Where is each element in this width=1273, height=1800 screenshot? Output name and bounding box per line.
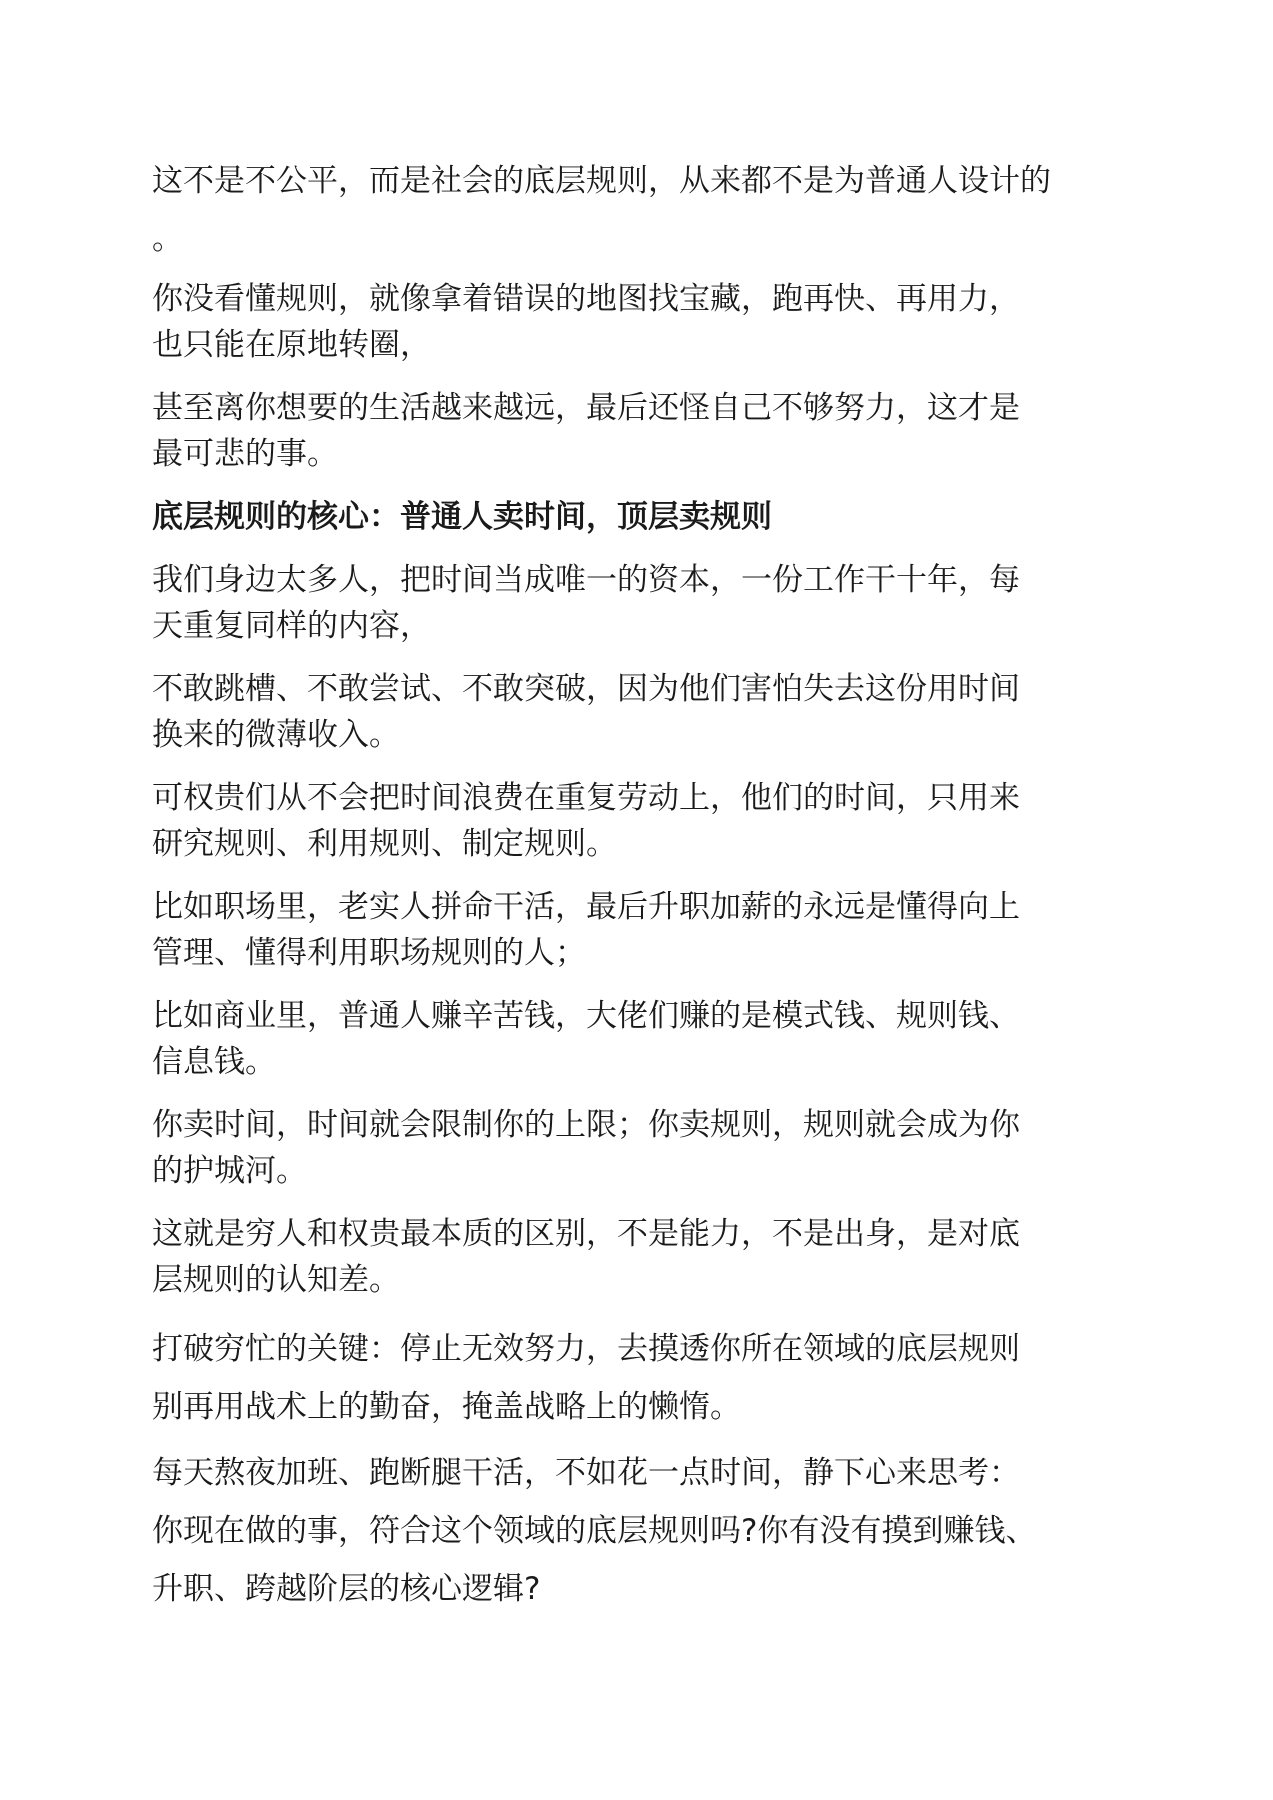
section-heading: 底层规则的核心：普通人卖时间，顶层卖规则 [152, 499, 772, 535]
text-line: 天重复同样的内容， [152, 608, 431, 644]
text-line: 每天熬夜加班、跑断腿干活，不如花一点时间，静下心来思考： [152, 1455, 1020, 1491]
text-line: 层规则的认知差。 [152, 1262, 400, 1298]
text-line: 别再用战术上的勤奋，掩盖战略上的懒惰。 [152, 1389, 741, 1425]
text-line: 你卖时间，时间就会限制你的上限；你卖规则，规则就会成为你 [152, 1107, 1020, 1143]
text-line: 这不是不公平，而是社会的底层规则，从来都不是为普通人设计的 [152, 163, 1051, 199]
paragraph-5 [152, 557, 1112, 649]
text-line: 这就是穷人和权贵最本质的区别，不是能力，不是出身，是对底 [152, 1216, 1020, 1252]
paragraph-11 [152, 1211, 1112, 1303]
text-line: 你现在做的事，符合这个领域的底层规则吗?你有没有摸到赚钱、 [152, 1513, 1037, 1549]
text-line: 比如职场里，老实人拼命干活，最后升职加薪的永远是懂得向上 [152, 889, 1020, 925]
text-line: 。 [152, 221, 183, 257]
text-line: 也只能在原地转圈， [152, 327, 431, 363]
text-line: 管理、懂得利用职场规则的人； [152, 935, 586, 971]
paragraph-10 [152, 1102, 1112, 1194]
text-line: 打破穷忙的关键：停止无效努力，去摸透你所在领域的底层规则 [152, 1331, 1020, 1367]
text-line: 最可悲的事。 [152, 436, 338, 472]
text-line: 换来的微薄收入。 [152, 717, 400, 753]
paragraph-1 [152, 152, 1112, 268]
paragraph-7 [152, 775, 1112, 867]
paragraph-3 [152, 385, 1112, 477]
text-line: 可权贵们从不会把时间浪费在重复劳动上，他们的时间，只用来 [152, 780, 1020, 816]
document-body [152, 152, 1112, 1626]
text-line: 信息钱。 [152, 1044, 276, 1080]
paragraph-2 [152, 276, 1112, 368]
paragraph-9 [152, 993, 1112, 1085]
text-line: 我们身边太多人，把时间当成唯一的资本，一份工作干十年，每 [152, 562, 1020, 598]
paragraph-12 [152, 1320, 1112, 1436]
text-line: 升职、跨越阶层的核心逻辑? [152, 1571, 541, 1607]
paragraph-6 [152, 666, 1112, 758]
paragraph-13 [152, 1444, 1112, 1618]
text-line: 甚至离你想要的生活越来越远，最后还怪自己不够努力，这才是 [152, 390, 1020, 426]
text-line: 你没看懂规则，就像拿着错误的地图找宝藏，跑再快、再用力， [152, 281, 1020, 317]
text-line: 的护城河。 [152, 1153, 307, 1189]
text-line: 比如商业里，普通人赚辛苦钱，大佬们赚的是模式钱、规则钱、 [152, 998, 1020, 1034]
text-line: 不敢跳槽、不敢尝试、不敢突破，因为他们害怕失去这份用时间 [152, 671, 1020, 707]
text-line: 研究规则、利用规则、制定规则。 [152, 826, 617, 862]
paragraph-8 [152, 884, 1112, 976]
